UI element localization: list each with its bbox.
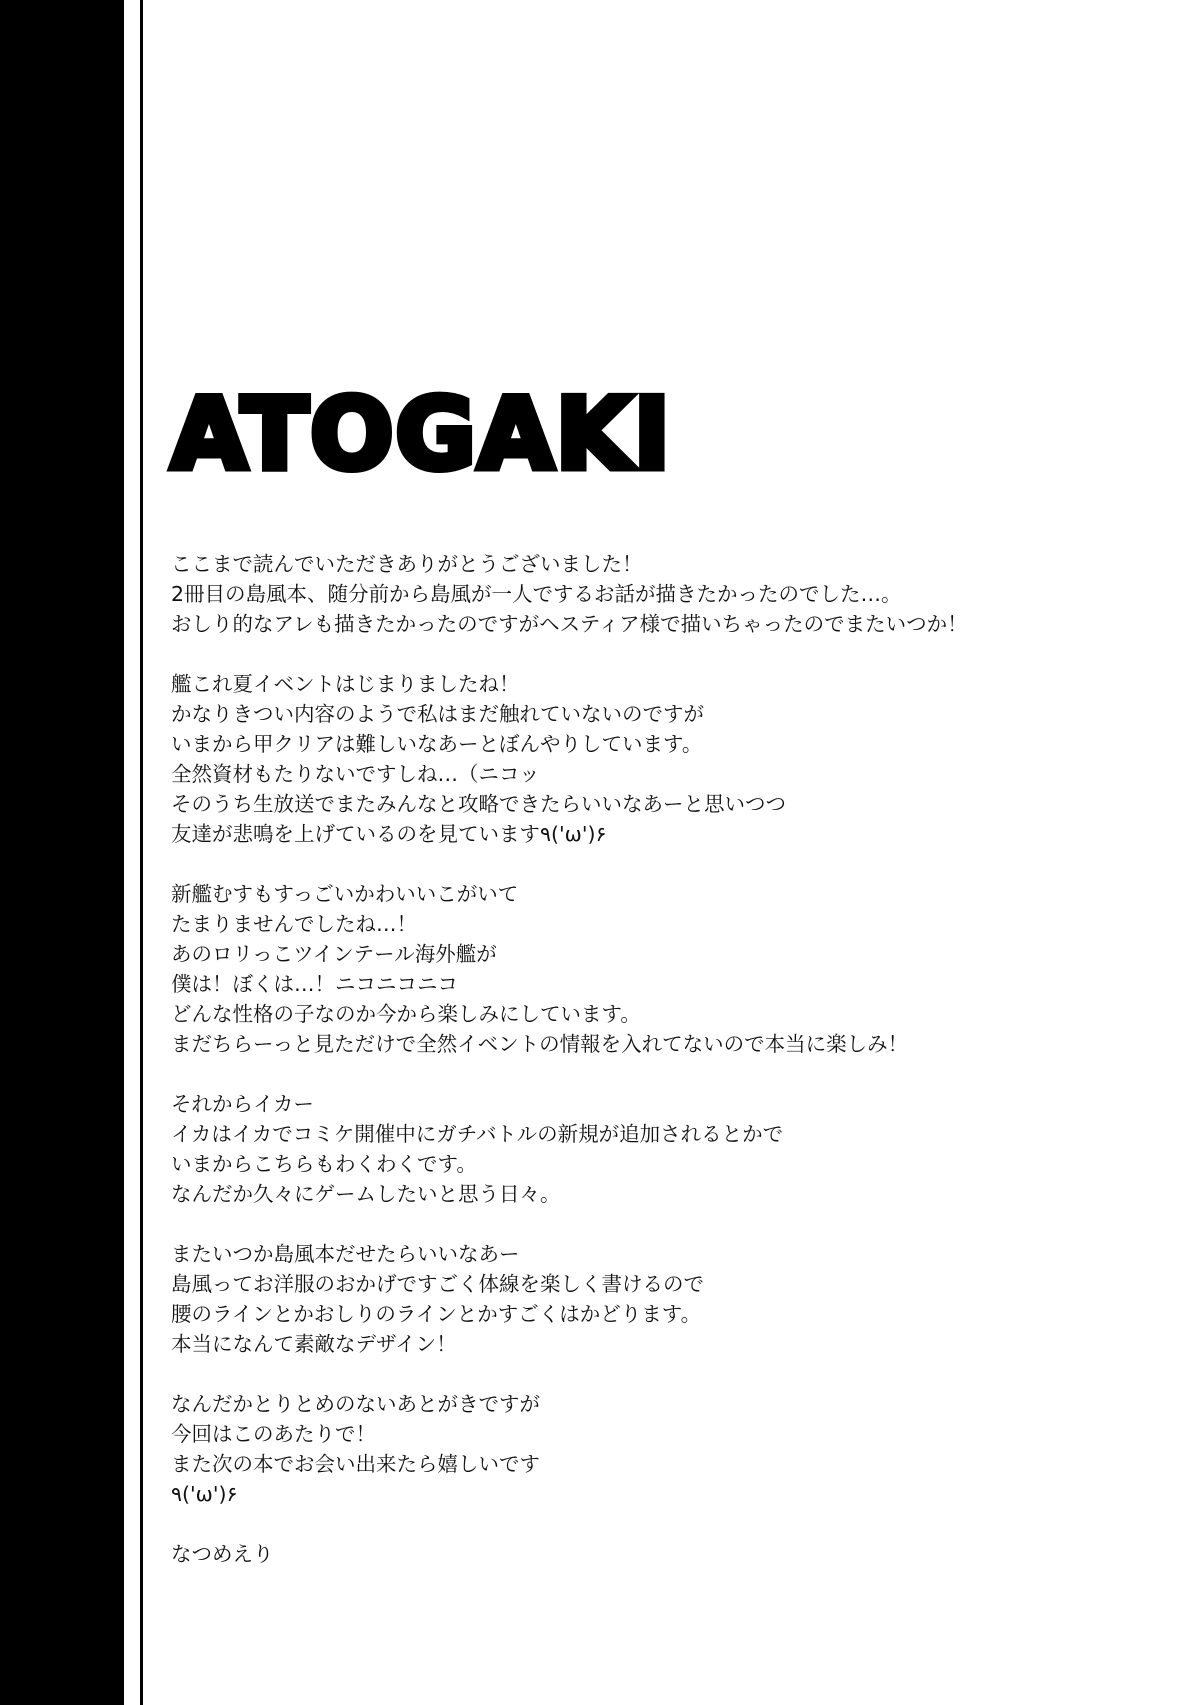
afterword-line: いまからこちらもわくわくです。 bbox=[171, 1152, 477, 1176]
afterword-line: かなりきつい内容のようで私はまだ触れていないのですが bbox=[171, 702, 704, 726]
afterword-body bbox=[171, 549, 1131, 1599]
afterword-paragraph bbox=[171, 549, 1131, 639]
afterword-line: 艦これ夏イベントはじまりましたね！ bbox=[171, 672, 520, 696]
afterword-line: 腰のラインとかおしりのラインとかすごくはかどります。 bbox=[171, 1302, 702, 1326]
afterword-line: 新艦むすもすっごいかわいいこがいて bbox=[171, 882, 519, 906]
afterword-paragraph bbox=[171, 1389, 1131, 1509]
afterword-line: ここまで読んでいただきありがとうございました！ bbox=[171, 552, 643, 576]
afterword-line: あのロリっこツインテール海外艦が bbox=[171, 942, 497, 966]
afterword-line: いまから甲クリアは難しいなあーとぼんやりしています。 bbox=[171, 732, 703, 756]
page-content bbox=[143, 0, 1200, 1705]
afterword-line: 今回はこのあたりで！ bbox=[171, 1422, 376, 1446]
afterword-line: おしり的なアレも描きたかったのですがヘスティア様で描いちゃったのでまたいつか！ bbox=[171, 612, 968, 636]
page-gutter-white-gap bbox=[124, 0, 140, 1705]
afterword-line: 全然資材もたりないですしね…（ニコッ bbox=[171, 762, 540, 786]
afterword-line: どんな性格の子なのか今から楽しみにしています。 bbox=[171, 1002, 641, 1026]
afterword-line: それからイカー bbox=[171, 1092, 314, 1116]
afterword-line: 2冊目の島風本、随分前から島風が一人でするお話が描きたかったのでした…。 bbox=[171, 582, 902, 606]
afterword-line: また次の本でお会い出来たら嬉しいです bbox=[171, 1452, 540, 1476]
afterword-line: たまりませんでしたね…！ bbox=[171, 912, 417, 936]
afterword-line: 僕は！ぼくは…！ニコニコニコ bbox=[171, 972, 458, 996]
afterword-paragraph bbox=[171, 1089, 1131, 1209]
afterword-line: なんだか久々にゲームしたいと思う日々。 bbox=[171, 1182, 561, 1206]
afterword-line: イカはイカでコミケ開催中にガチバトルの新規が追加されるとかで bbox=[171, 1122, 784, 1146]
page-title: ATOGAKI bbox=[171, 378, 673, 492]
afterword-line: 本当になんて素敵なデザイン！ bbox=[171, 1332, 457, 1356]
afterword-paragraph bbox=[171, 879, 1131, 1059]
afterword-line: またいつか島風本だせたらいいなあー bbox=[171, 1242, 520, 1266]
afterword-line: ٩('ω')۶ bbox=[171, 1482, 238, 1506]
afterword-paragraph bbox=[171, 1239, 1131, 1359]
afterword-line: 島風ってお洋服のおかげですごく体線を楽しく書けるので bbox=[171, 1272, 704, 1296]
page-gutter-black-bar bbox=[0, 0, 124, 1705]
afterword-line: なんだかとりとめのないあとがきですが bbox=[171, 1392, 540, 1416]
afterword-line: まだちらーっと見ただけで全然イベントの情報を入れてないので本当に楽しみ！ bbox=[171, 1032, 909, 1056]
afterword-line: そのうち生放送でまたみんなと攻略できたらいいなあーと思いつつ bbox=[171, 792, 786, 816]
afterword-paragraph bbox=[171, 669, 1131, 849]
afterword-line: 友達が悲鳴を上げているのを見ています٩('ω')۶ bbox=[171, 822, 607, 846]
author-signature: なつめえり bbox=[171, 1542, 274, 1566]
